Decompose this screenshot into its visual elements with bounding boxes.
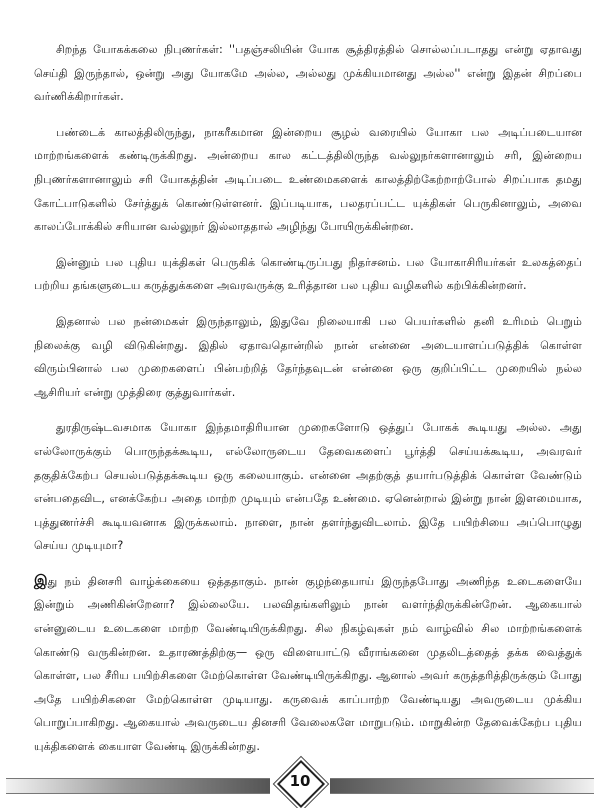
paragraph-6 — [34, 570, 582, 759]
paragraph-1: சிறந்த யோகக்கலை நிபுணர்கள்: ''பதஞ்சலியின் யோக சூத்திரத்தில் சொல்லப்படாதது என்று ஏதாவது செய்தி இருந்தால், ஒன்று அது யோகமே அல்ல, அல்லது முக்கியமானது அல்ல'' என்று இதன் சிறப்பை வர்ணிக்கிறார்கள். — [34, 43, 582, 104]
paragraph-6-text: து நம் தினசரி வாழ்க்கையை ஒத்ததாகும். நான் குழந்தையாய் இருந்தபோது அணிந்த உடைகளையே இன்றும் அணிகின்றேனா? இல்லையே. பலவிதங்களிலும் நான் வளர்ந்திருக்கின்றேன். ஆகையால் என்னுடைய உடைகளை மாற்ற வேண்டியிருக்கிறது. சில நிகழ்வுகள் நம் வாழ்வில் சில மாற்றங்களைக் கொண்டு வருகின்றன. உதாரணத்திற்கு— ஒரு விளையாட்டு வீராங்கனை முதலிடத்தைத் தக்க வைத்துக் கொள்ள, பல சீரிய பயிற்சிகளை மேற்கொள்ள வேண்டியிருக்கிறது. ஆனால் அவர் கருத்தரித்திருக்கும் போது அதே பயிற்சிகளை மேற்கொள்ள முடியாது. கருவைக் காப்பாற்ற வேண்டியது அவருடைய முக்கிய பொறுப்பாகிறது. ஆகையால் அவருடைய தினசரி வேலைகளே மாறுபடும். மாறுகின்ற தேவைக்கேற்ப புதிய யுக்திகளைக் கையாள வேண்டி இருக்கின்றது. — [34, 574, 582, 754]
page-body — [34, 38, 582, 771]
paragraph-2: பண்டைக் காலத்திலிருந்து, நாகரீகமான இன்றைய சூழல் வரையில் யோகா பல அடிப்படையான மாற்றங்களைக் கண்டிருக்கிறது. அன்றைய கால கட்டத்திலிருந்த வல்லுநர்களானாலும் சரி, இன்றைய நிபுணர்களானாலும் சரி யோகத்தின் அடிப்படை உண்மைகளைக் காலத்திற்கேற்றாற்போல் சிறப்பாக தமது கோட்பாடுகளில் சேர்த்துக் கொண்டுள்ளனர். இப்படியாக, பலதரப்பட்ட யுக்திகள் பெருகினாலும், அவை காலப்போக்கில் சரியான வல்லுநர் இல்லாததால் அழிந்து போயிருக்கின்றன. — [34, 125, 582, 234]
paragraph-4: இதனால் பல நன்மைகள் இருந்தாலும், இதுவே நிலையாகி பல பெயர்களில் தனி உரிமம் பெறும் நிலைக்கு வழி விடுகின்றது. இதில் ஏதாவதொன்றில் நான் என்னை அடையாளப்படுத்திக் கொள்ள விரும்பினால் பல முறைகளைப் பின்பற்றித் தேர்ந்தவுடன் என்னை ஒரு குறிப்பிட்ட முறையில் நல்ல ஆசிரியர் என்று முத்திரை குத்துவார்கள். — [34, 314, 582, 399]
page-number: 10 — [289, 772, 311, 790]
paragraph-3: இன்னும் பல புதிய யுக்திகள் பெருகிக் கொண்டிருப்பது நிதர்சனம். பல யோகாசிரியர்கள் உலகத்தைப் பற்றிய தங்களுடைய கருத்துக்களை அவரவருக்கு உரித்தான பல புதிய வழிகளில் கற்பிக்கின்றனர். — [34, 255, 582, 293]
paragraph-5: துரதிருஷ்டவசமாக யோகா இந்தமாதிரியான முறைகளோடு ஒத்துப் போகக் கூடியது அல்ல. அது எல்லோருக்கும் பொருந்தக்கூடிய, எல்லோருடைய தேவைகளைப் பூர்த்தி செய்யக்கூடிய, அவரவர் தகுதிக்கேற்ப செயல்படுத்தக்கூடிய ஒரு கலையாகும். என்னை அதற்குத் தயார்படுத்திக் கொள்ள வேண்டும் என்பதைவிட, எனக்கேற்ப அதை மாற்ற முடியும் என்பதே உண்மை. ஏனென்றால் இன்று நான் இளமையாக, புத்துணர்ச்சி கூடியவனாக இருக்கலாம். நாளை, நான் தளர்ந்துவிடலாம். இதே பயிற்சியை அப்பொழுது செய்ய முடியுமா? — [34, 421, 582, 553]
footer-band-left — [6, 778, 270, 794]
footer-band-right — [330, 778, 594, 794]
page-footer — [0, 764, 600, 804]
drop-letter: இ — [34, 572, 48, 589]
